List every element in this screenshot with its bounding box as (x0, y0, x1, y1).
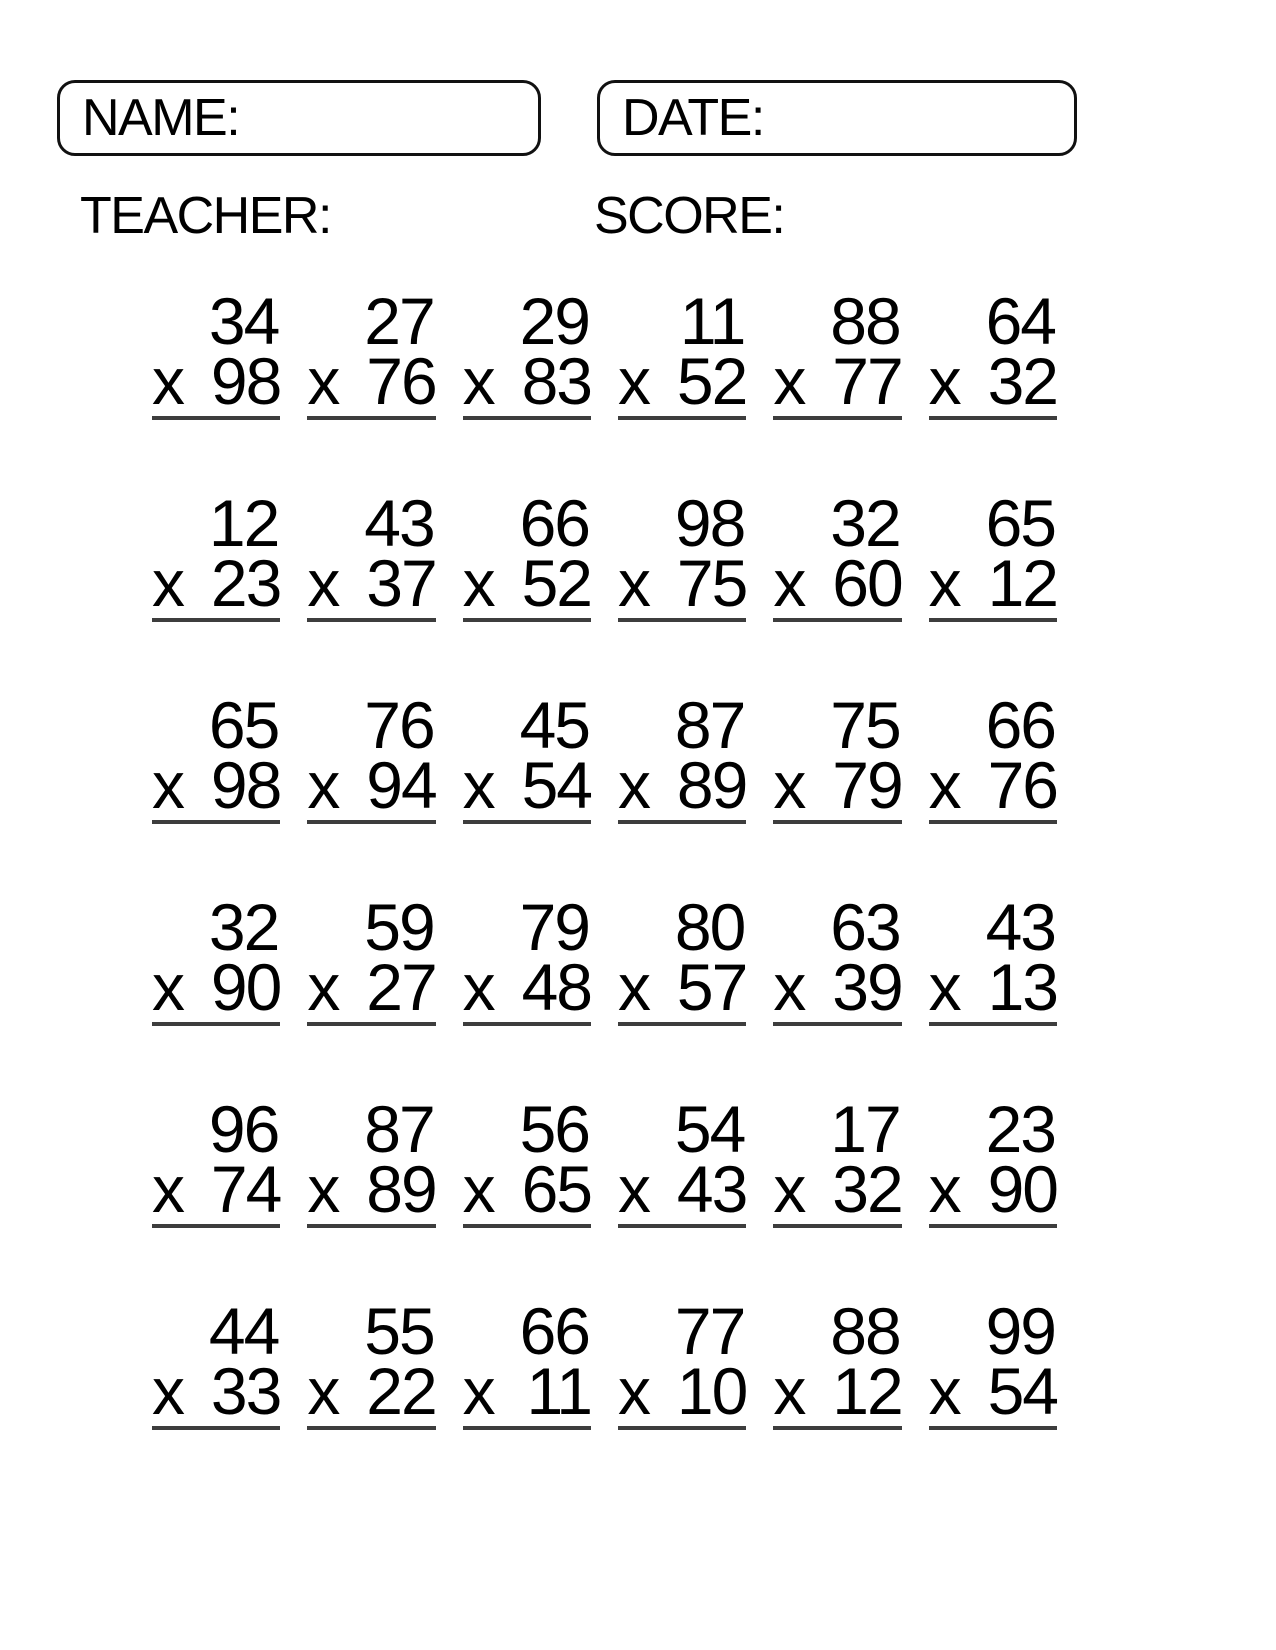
multiplication-problem (773, 688, 902, 824)
multiplicand: 87 (364, 1092, 434, 1166)
multiplier: 22 (366, 1354, 436, 1428)
multiplicand: 34 (208, 284, 279, 358)
bottom-row (617, 1354, 747, 1428)
multiplication-problem (617, 486, 747, 622)
multiplication-problem (617, 284, 747, 420)
score-label: SCORE: (594, 187, 785, 245)
multiply-operator: x (152, 1152, 183, 1226)
multiply-operator: x (617, 546, 649, 620)
multiplicand: 27 (364, 284, 434, 358)
bottom-row (307, 546, 436, 620)
multiply-operator: x (462, 546, 494, 620)
multiply-operator: x (307, 1152, 339, 1226)
multiplication-problem (462, 1294, 591, 1430)
multiplier: 37 (366, 546, 436, 620)
bottom-row (307, 1354, 436, 1428)
multiplicand: 56 (519, 1092, 589, 1166)
multiplier: 23 (210, 546, 281, 620)
multiplication-problem (152, 688, 281, 824)
bottom-row (773, 344, 902, 418)
multiplier: 12 (832, 1354, 902, 1428)
multiplication-problem (462, 486, 591, 622)
name-field-box (57, 80, 541, 156)
multiply-operator: x (307, 546, 339, 620)
multiply-operator: x (152, 748, 183, 822)
multiplication-problem (152, 284, 281, 420)
multiplicand: 66 (519, 486, 589, 560)
multiplicand: 12 (208, 486, 279, 560)
bottom-row (928, 1354, 1057, 1428)
date-field-box (597, 80, 1077, 156)
multiplier: 79 (832, 748, 902, 822)
multiplication-problem (462, 284, 591, 420)
multiply-operator: x (928, 344, 960, 418)
bottom-row (773, 1152, 902, 1226)
multiply-operator: x (928, 1354, 960, 1428)
multiplicand: 80 (674, 890, 745, 964)
bottom-row (307, 1152, 436, 1226)
multiplicand: 75 (830, 688, 900, 762)
bottom-row (307, 748, 436, 822)
multiply-operator: x (152, 1354, 183, 1428)
multiplication-problem (773, 1294, 902, 1430)
multiplicand: 55 (364, 1294, 434, 1368)
multiplicand: 32 (830, 486, 900, 560)
multiply-operator: x (152, 950, 183, 1024)
multiplicand: 54 (674, 1092, 745, 1166)
multiplicand: 29 (519, 284, 589, 358)
bottom-row (462, 546, 591, 620)
bottom-row (773, 950, 902, 1024)
multiplication-problem (928, 284, 1057, 420)
multiply-operator: x (773, 950, 805, 1024)
bottom-row (307, 344, 436, 418)
multiplicand: 79 (519, 890, 589, 964)
multiply-operator: x (928, 748, 960, 822)
multiplication-problem (773, 284, 902, 420)
multiplier: 57 (676, 950, 747, 1024)
multiply-operator: x (307, 1354, 339, 1428)
multiplier: 76 (987, 748, 1057, 822)
multiply-operator: x (152, 344, 183, 418)
multiplier: 54 (987, 1354, 1057, 1428)
multiplicand: 76 (364, 688, 434, 762)
multiplier: 54 (521, 748, 591, 822)
bottom-row (773, 748, 902, 822)
multiplier: 32 (987, 344, 1057, 418)
multiply-operator: x (617, 748, 649, 822)
multiply-operator: x (773, 748, 805, 822)
multiplication-problem (307, 688, 436, 824)
bottom-row (617, 344, 747, 418)
multiply-operator: x (773, 344, 805, 418)
multiplicand: 45 (519, 688, 589, 762)
multiplicand: 17 (830, 1092, 900, 1166)
multiplier: 98 (210, 344, 281, 418)
multiplication-problem (152, 890, 281, 1026)
bottom-row (773, 546, 902, 620)
multiplicand: 98 (674, 486, 745, 560)
multiply-operator: x (928, 546, 960, 620)
bottom-row (462, 748, 591, 822)
multiplicand: 65 (208, 688, 279, 762)
name-label: NAME: (82, 89, 240, 147)
multiplier: 90 (210, 950, 281, 1024)
multiplicand: 23 (985, 1092, 1055, 1166)
bottom-row (152, 1152, 281, 1226)
bottom-row (928, 950, 1057, 1024)
multiplier: 74 (210, 1152, 281, 1226)
multiplication-problem (928, 1092, 1057, 1228)
multiply-operator: x (617, 950, 649, 1024)
multiplication-problem (152, 1294, 281, 1430)
bottom-row (928, 1152, 1057, 1226)
multiplicand: 88 (830, 1294, 900, 1368)
bottom-row (773, 1354, 902, 1428)
multiplier: 76 (366, 344, 436, 418)
multiply-operator: x (462, 748, 494, 822)
multiply-operator: x (928, 950, 960, 1024)
multiplier: 94 (366, 748, 436, 822)
bottom-row (462, 1354, 591, 1428)
multiplication-problem (773, 890, 902, 1026)
multiplier: 11 (526, 1354, 591, 1428)
bottom-row (152, 748, 281, 822)
multiplier: 43 (676, 1152, 747, 1226)
multiplier: 33 (210, 1354, 281, 1428)
multiplicand: 43 (985, 890, 1055, 964)
multiplier: 65 (521, 1152, 591, 1226)
multiplicand: 65 (985, 486, 1055, 560)
multiplier: 89 (676, 748, 747, 822)
multiplicand: 64 (985, 284, 1055, 358)
problems-grid (152, 284, 1057, 1430)
multiplier: 10 (676, 1354, 747, 1428)
bottom-row (152, 344, 281, 418)
multiplication-problem (307, 284, 436, 420)
multiplication-problem (152, 486, 281, 622)
bottom-row (462, 1152, 591, 1226)
multiplication-problem (928, 688, 1057, 824)
multiplication-problem (617, 890, 747, 1026)
multiplicand: 43 (364, 486, 434, 560)
multiplier: 32 (832, 1152, 902, 1226)
bottom-row (617, 748, 747, 822)
multiplier: 75 (676, 546, 747, 620)
bottom-row (152, 950, 281, 1024)
multiplication-problem (773, 486, 902, 622)
multiplication-problem (307, 1294, 436, 1430)
multiply-operator: x (462, 1354, 494, 1428)
multiplication-problem (773, 1092, 902, 1228)
multiplication-problem (617, 688, 747, 824)
teacher-label: TEACHER: (80, 187, 331, 245)
bottom-row (617, 950, 747, 1024)
multiplier: 27 (366, 950, 436, 1024)
bottom-row (928, 546, 1057, 620)
bottom-row (928, 344, 1057, 418)
multiply-operator: x (152, 546, 183, 620)
multiplication-problem (928, 890, 1057, 1026)
multiplication-problem (307, 1092, 436, 1228)
bottom-row (462, 344, 591, 418)
bottom-row (152, 546, 281, 620)
multiply-operator: x (617, 344, 649, 418)
bottom-row (928, 748, 1057, 822)
date-label: DATE: (622, 89, 764, 147)
multiply-operator: x (462, 1152, 494, 1226)
multiply-operator: x (773, 546, 805, 620)
bottom-row (307, 950, 436, 1024)
multiply-operator: x (773, 1354, 805, 1428)
multiplication-problem (462, 688, 591, 824)
multiplication-problem (928, 1294, 1057, 1430)
multiplier: 12 (987, 546, 1057, 620)
multiplier: 89 (366, 1152, 436, 1226)
multiplicand: 77 (674, 1294, 745, 1368)
bottom-row (617, 546, 747, 620)
bottom-row (152, 1354, 281, 1428)
multiplication-problem (928, 486, 1057, 622)
multiplicand: 96 (208, 1092, 279, 1166)
multiply-operator: x (617, 1152, 649, 1226)
multiplication-problem (462, 890, 591, 1026)
multiplicand: 32 (208, 890, 279, 964)
multiply-operator: x (617, 1354, 649, 1428)
multiplicand: 99 (985, 1294, 1055, 1368)
multiplication-problem (462, 1092, 591, 1228)
multiplication-problem (617, 1294, 747, 1430)
multiplier: 39 (832, 950, 902, 1024)
multiplicand: 59 (364, 890, 434, 964)
multiplicand: 11 (679, 284, 745, 358)
multiply-operator: x (307, 344, 339, 418)
multiplication-problem (152, 1092, 281, 1228)
multiply-operator: x (307, 950, 339, 1024)
multiplication-problem (617, 1092, 747, 1228)
multiplicand: 66 (985, 688, 1055, 762)
multiply-operator: x (773, 1152, 805, 1226)
multiplier: 60 (832, 546, 902, 620)
multiplication-problem (307, 486, 436, 622)
bottom-row (462, 950, 591, 1024)
multiplier: 13 (987, 950, 1057, 1024)
multiplier: 77 (832, 344, 902, 418)
multiplication-problem (307, 890, 436, 1026)
multiplier: 98 (210, 748, 281, 822)
multiplier: 83 (521, 344, 591, 418)
multiplicand: 44 (208, 1294, 279, 1368)
multiplier: 52 (521, 546, 591, 620)
multiplier: 90 (987, 1152, 1057, 1226)
multiplicand: 63 (830, 890, 900, 964)
multiply-operator: x (307, 748, 339, 822)
multiply-operator: x (462, 950, 494, 1024)
multiplier: 48 (521, 950, 591, 1024)
multiplicand: 87 (674, 688, 745, 762)
bottom-row (617, 1152, 747, 1226)
multiply-operator: x (928, 1152, 960, 1226)
multiplier: 52 (676, 344, 747, 418)
multiplicand: 66 (519, 1294, 589, 1368)
multiply-operator: x (462, 344, 494, 418)
multiplicand: 88 (830, 284, 900, 358)
